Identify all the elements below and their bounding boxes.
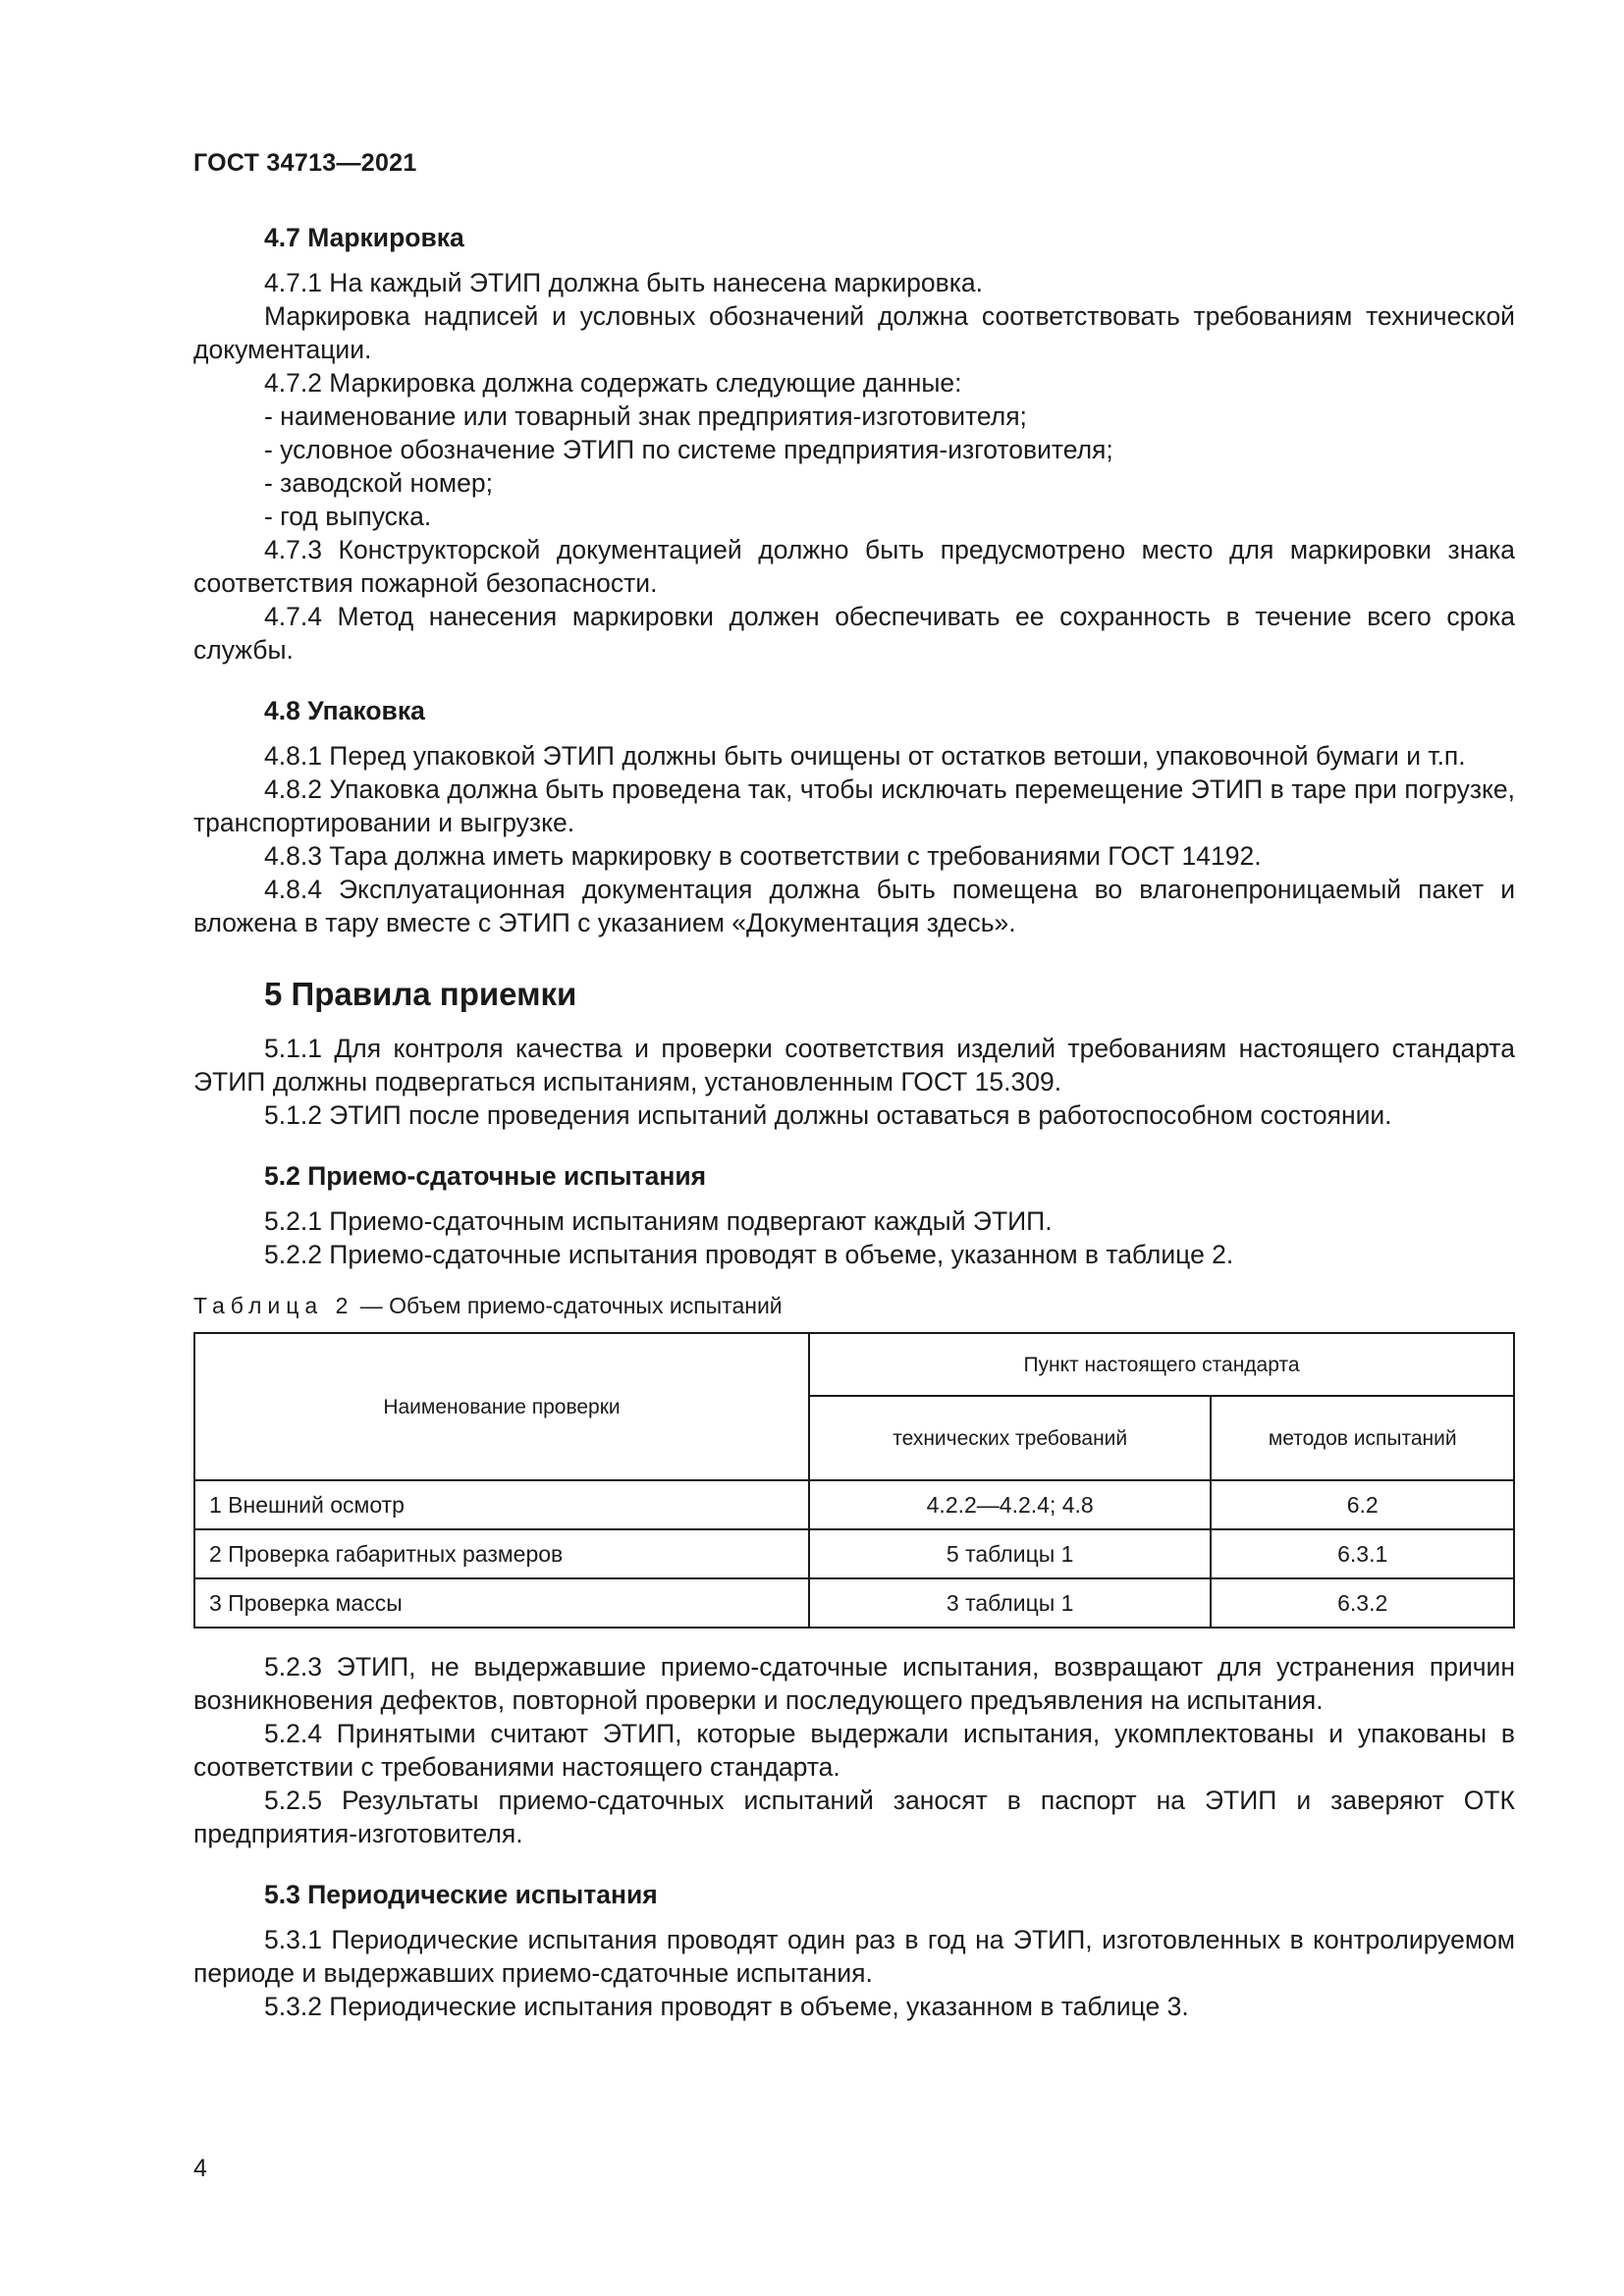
post-table-text	[193, 1650, 1515, 1850]
table-row	[194, 1578, 1514, 1628]
section-heading-5-3: 5.3 Периодические испытания	[264, 1880, 658, 1909]
table-caption-text: — Объем приемо-сдаточных испытаний	[353, 1293, 783, 1318]
paragraph-4-7-1: 4.7.1 На каждый ЭТИП должна быть нанесена маркировка.	[264, 268, 984, 297]
table-caption	[193, 1289, 1515, 1322]
cell-check-name: 1 Внешний осмотр	[194, 1480, 809, 1529]
list-item: - условное обозначение ЭТИП по системе предприятия-изготовителя;	[264, 435, 1113, 464]
page-content	[193, 221, 1515, 2023]
table-2	[193, 1332, 1515, 1629]
paragraph-5-3-1: 5.3.1 Периодические испытания проводят один раз в год на ЭТИП, изготовленных в контролируемом периоде и выдержавших приемо-сдаточные испытания.	[193, 1925, 1515, 1988]
page-number: 4	[193, 2155, 207, 2182]
paragraph-5-2-4: 5.2.4 Принятыми считают ЭТИП, которые выдержали испытания, укомплектованы и упакованы в соответствии с требованиями настоящего стандарта.	[193, 1719, 1515, 1782]
cell-tech-clause: 4.2.2—4.2.4; 4.8	[809, 1480, 1211, 1529]
paragraph-5-2-3: 5.2.3 ЭТИП, не выдержавшие приемо-сдаточные испытания, возвращают для устранения причин возникновения дефектов, повторной проверки и последующего предъявления на испытания.	[193, 1652, 1515, 1715]
paragraph-4-7-2: 4.7.2 Маркировка должна содержать следующие данные:	[264, 368, 962, 398]
paragraph-4-7-3: 4.7.3 Конструкторской документацией должно быть предусмотрено место для маркировки знака соответствия пожарной безопасности.	[193, 535, 1515, 598]
list-item: - заводской номер;	[264, 468, 493, 498]
paragraph-4-8-3: 4.8.3 Тара должна иметь маркировку в соответствии с требованиями ГОСТ 14192.	[264, 841, 1262, 871]
paragraph-5-1-1: 5.1.1 Для контроля качества и проверки соответствия изделий требованиям настоящего стандарта ЭТИП должны подвергаться испытаниям, установленным ГОСТ 15.309.	[193, 1034, 1515, 1096]
paragraph-5-2-5: 5.2.5 Результаты приемо-сдаточных испытаний заносят в паспорт на ЭТИП и заверяют ОТК предприятия-изготовителя.	[193, 1786, 1515, 1848]
header-check-name: Наименование проверки	[194, 1333, 809, 1480]
paragraph-4-8-1: 4.8.1 Перед упаковкой ЭТИП должны быть очищены от остатков ветоши, упаковочной бумаги и т.п.	[264, 741, 1466, 771]
table-row	[194, 1480, 1514, 1529]
cell-check-name: 3 Проверка массы	[194, 1578, 809, 1628]
table-row	[194, 1529, 1514, 1578]
list-item: - наименование или товарный знак предприятия-изготовителя;	[264, 401, 1027, 431]
header-technical-requirements: технических требований	[809, 1396, 1211, 1480]
paragraph-4-8-2: 4.8.2 Упаковка должна быть проведена так, чтобы исключать перемещение ЭТИП в таре при погрузке, транспортировании и выгрузке.	[193, 774, 1515, 837]
paragraph-4-7-4: 4.7.4 Метод нанесения маркировки должен обеспечивать ее сохранность в течение всего срока службы.	[193, 602, 1515, 665]
cell-method-clause: 6.3.2	[1211, 1578, 1514, 1628]
cell-check-name: 2 Проверка габаритных размеров	[194, 1529, 809, 1578]
standard-header: ГОСТ 34713—2021	[193, 149, 417, 177]
cell-method-clause: 6.3.1	[1211, 1529, 1514, 1578]
section-heading-4-8: 4.8 Упаковка	[264, 696, 425, 725]
section-heading-5-2: 5.2 Приемо-сдаточные испытания	[264, 1161, 707, 1191]
cell-method-clause: 6.2	[1211, 1480, 1514, 1529]
header-standard-clause: Пункт настоящего стандарта	[809, 1333, 1514, 1396]
cell-tech-clause: 5 таблицы 1	[809, 1529, 1211, 1578]
section-heading-4-7: 4.7 Маркировка	[264, 223, 464, 252]
header-test-methods: методов испытаний	[1211, 1396, 1514, 1480]
list-item: - год выпуска.	[264, 502, 432, 531]
table-caption-label: Таблица 2	[193, 1293, 354, 1318]
paragraph-marking-requirements: Маркировка надписей и условных обозначений должна соответствовать требованиям технической документации.	[193, 301, 1515, 364]
paragraph-5-3-2: 5.3.2 Периодические испытания проводят в объеме, указанном в таблице 3.	[264, 1992, 1189, 2021]
cell-tech-clause: 3 таблицы 1	[809, 1578, 1211, 1628]
paragraph-4-8-4: 4.8.4 Эксплуатационная документация должна быть помещена во влагонепроницаемый пакет и вложена в тару вместе с ЭТИП с указанием «Документация здесь».	[193, 875, 1515, 937]
paragraph-5-2-1: 5.2.1 Приемо-сдаточным испытаниям подвергают каждый ЭТИП.	[264, 1206, 1053, 1236]
section-heading-5: 5 Правила приемки	[264, 976, 577, 1012]
paragraph-5-1-2: 5.1.2 ЭТИП после проведения испытаний должны оставаться в работоспособном состоянии.	[264, 1100, 1392, 1130]
table-header-row	[194, 1333, 1514, 1396]
paragraph-5-2-2: 5.2.2 Приемо-сдаточные испытания проводят в объеме, указанном в таблице 2.	[264, 1240, 1234, 1269]
